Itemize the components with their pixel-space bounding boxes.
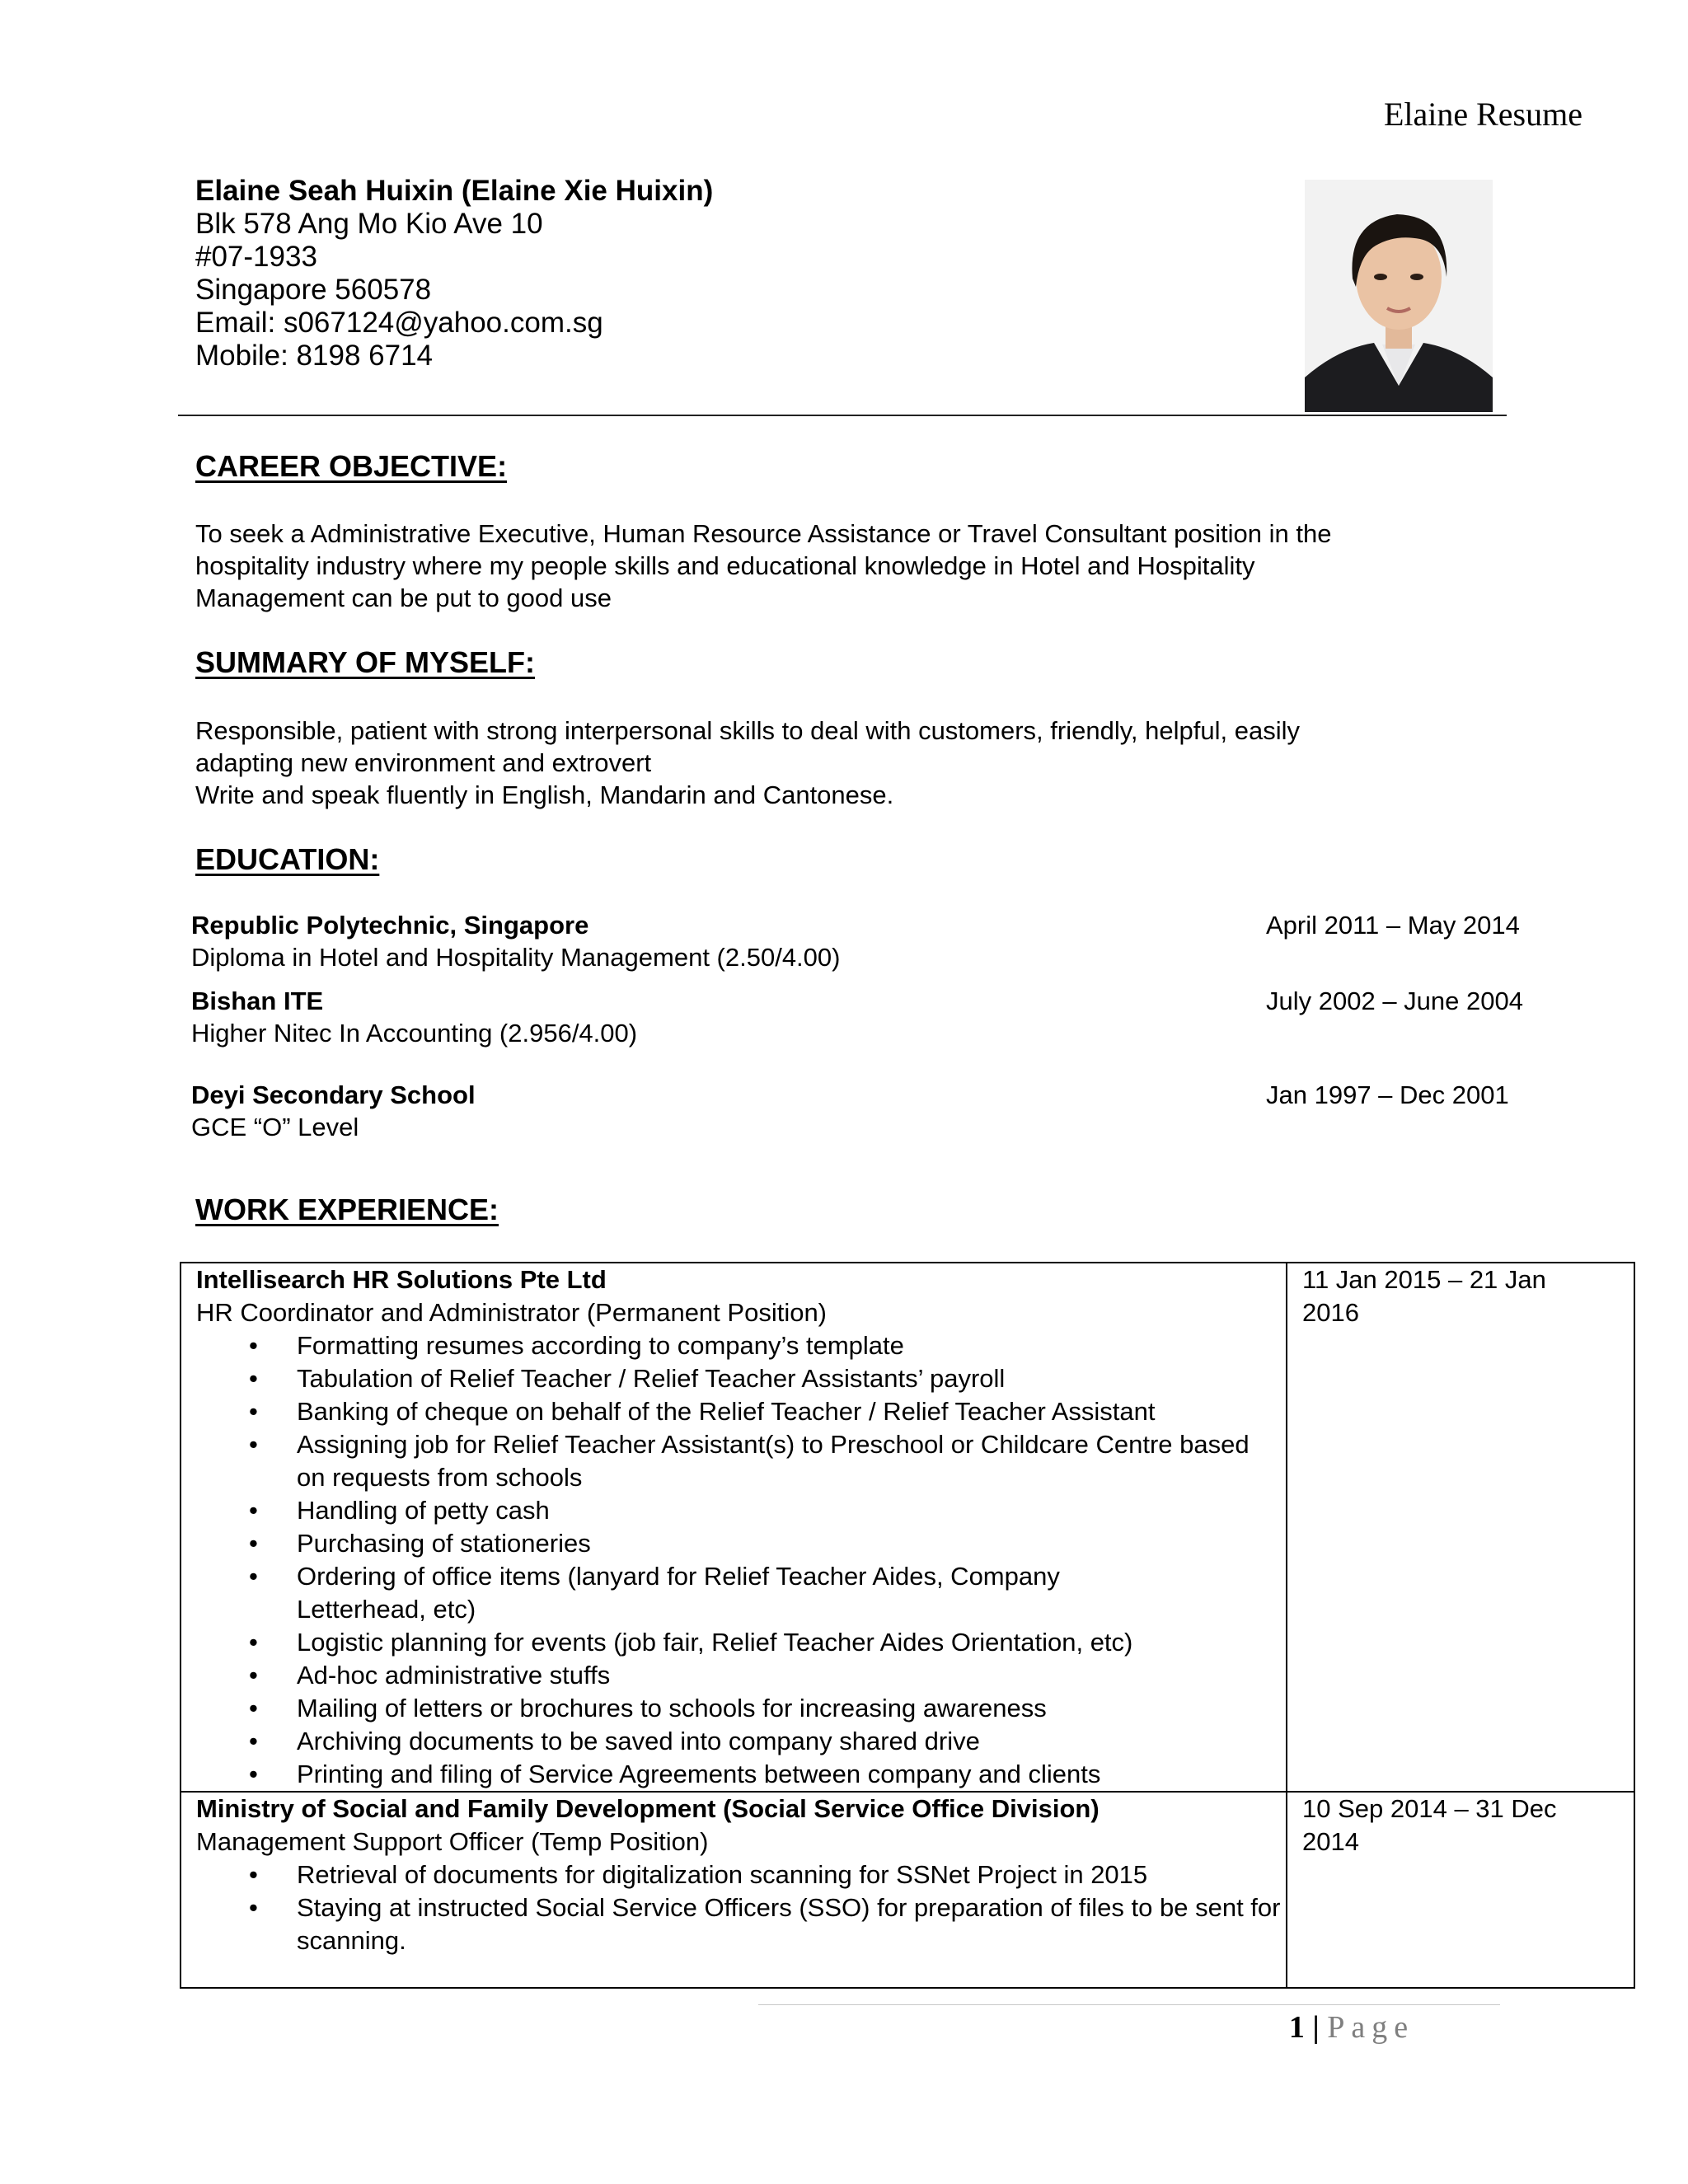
list-item: • Staying at instructed Social Service Officers (SSO) for preparation of files to be sent for scanning. bbox=[297, 1891, 1286, 1957]
summary-text bbox=[195, 715, 1481, 811]
text-line: To seek a Administrative Executive, Human Resource Assistance or Travel Consultant position in the bbox=[195, 519, 1332, 548]
address-line-1: Blk 578 Ang Mo Kio Ave 10 bbox=[195, 208, 543, 240]
footer-divider bbox=[758, 2004, 1500, 2005]
job-company: Intellisearch HR Solutions Pte Ltd bbox=[196, 1265, 607, 1294]
address-line-2: #07-1933 bbox=[195, 241, 317, 273]
job-company: Ministry of Social and Family Development (Social Service Office Division) bbox=[196, 1794, 1100, 1823]
job-dates: 11 Jan 2015 – 21 Jan 2016 bbox=[1302, 1265, 1546, 1327]
education-school: Bishan ITE bbox=[191, 987, 324, 1015]
list-item: • Retrieval of documents for digitalization scanning for SSNet Project in 2015 bbox=[297, 1858, 1286, 1891]
email-line: Email: s067124@yahoo.com.sg bbox=[195, 307, 603, 339]
job-duties-list bbox=[196, 1329, 1286, 1791]
text-line: Write and speak fluently in English, Mandarin and Cantonese. bbox=[195, 780, 894, 809]
profile-photo bbox=[1305, 180, 1493, 412]
list-item: • Banking of cheque on behalf of the Relief Teacher / Relief Teacher Assistant bbox=[297, 1395, 1286, 1428]
education-school: Republic Polytechnic, Singapore bbox=[191, 911, 589, 940]
job-dates: 10 Sep 2014 – 31 Dec 2014 bbox=[1302, 1794, 1557, 1856]
list-item: • Ordering of office items (lanyard for Relief Teacher Aides, Company Letterhead, etc) bbox=[297, 1560, 1187, 1626]
page-separator: | bbox=[1312, 2010, 1320, 2045]
text-line: Responsible, patient with strong interpersonal skills to deal with customers, friendly, helpful, easily bbox=[195, 716, 1300, 745]
document-header-title: Elaine Resume bbox=[1383, 96, 1582, 133]
list-item: • Assigning job for Relief Teacher Assistant(s) to Preschool or Childcare Centre based on requests from schools bbox=[297, 1428, 1269, 1494]
education-dates: April 2011 – May 2014 bbox=[1266, 911, 1520, 940]
list-item: • Ad-hoc administrative stuffs bbox=[297, 1659, 1286, 1692]
contact-block bbox=[195, 175, 713, 373]
page-label: Page bbox=[1327, 2010, 1415, 2045]
summary-heading: SUMMARY OF MYSELF: bbox=[195, 645, 535, 679]
text-line: hospitality industry where my people skills and educational knowledge in Hotel and Hospitality bbox=[195, 551, 1255, 580]
job-role: HR Coordinator and Administrator (Permanent Position) bbox=[196, 1298, 828, 1327]
job-details-cell bbox=[181, 1792, 1287, 1988]
table-row bbox=[181, 1263, 1634, 1792]
education-dates: July 2002 – June 2004 bbox=[1266, 987, 1523, 1015]
page-number: 1 bbox=[1288, 2010, 1305, 2045]
education-qualification: Higher Nitec In Accounting (2.956/4.00) bbox=[191, 1019, 638, 1047]
job-details-cell bbox=[181, 1263, 1287, 1792]
page-footer bbox=[1286, 2009, 1418, 2046]
text-line: adapting new environment and extrovert bbox=[195, 748, 652, 777]
text-line: Management can be put to good use bbox=[195, 583, 612, 612]
list-item: • Tabulation of Relief Teacher / Relief Teacher Assistants’ payroll bbox=[297, 1362, 1286, 1395]
education-qualification: Diploma in Hotel and Hospitality Management (2.50/4.00) bbox=[191, 943, 841, 972]
list-item: • Handling of petty cash bbox=[297, 1494, 1286, 1527]
education-qualification: GCE “O” Level bbox=[191, 1113, 359, 1141]
list-item: • Archiving documents to be saved into company shared drive bbox=[297, 1725, 1286, 1758]
list-item: • Printing and filing of Service Agreements between company and clients bbox=[297, 1758, 1286, 1791]
job-role: Management Support Officer (Temp Position) bbox=[196, 1827, 709, 1856]
list-item: • Logistic planning for events (job fair, Relief Teacher Aides Orientation, etc) bbox=[297, 1626, 1286, 1659]
job-dates-cell bbox=[1287, 1263, 1634, 1792]
header-divider bbox=[178, 415, 1507, 416]
career-objective-heading: CAREER OBJECTIVE: bbox=[195, 449, 508, 483]
job-dates-cell bbox=[1287, 1792, 1634, 1988]
mobile-line: Mobile: 8198 6714 bbox=[195, 340, 433, 372]
address-line-3: Singapore 560578 bbox=[195, 274, 432, 306]
work-experience-table bbox=[180, 1262, 1635, 1989]
list-item: • Formatting resumes according to company’s template bbox=[297, 1329, 1286, 1362]
list-item: • Purchasing of stationeries bbox=[297, 1527, 1286, 1560]
table-row bbox=[181, 1792, 1634, 1988]
education-heading: EDUCATION: bbox=[195, 842, 380, 876]
list-item: • Mailing of letters or brochures to schools for increasing awareness bbox=[297, 1692, 1286, 1725]
career-objective-text bbox=[195, 518, 1481, 614]
education-school: Deyi Secondary School bbox=[191, 1080, 476, 1109]
applicant-name: Elaine Seah Huixin (Elaine Xie Huixin) bbox=[195, 175, 714, 207]
education-dates: Jan 1997 – Dec 2001 bbox=[1266, 1080, 1509, 1109]
work-experience-heading: WORK EXPERIENCE: bbox=[195, 1193, 499, 1226]
job-duties-list bbox=[196, 1858, 1286, 1957]
